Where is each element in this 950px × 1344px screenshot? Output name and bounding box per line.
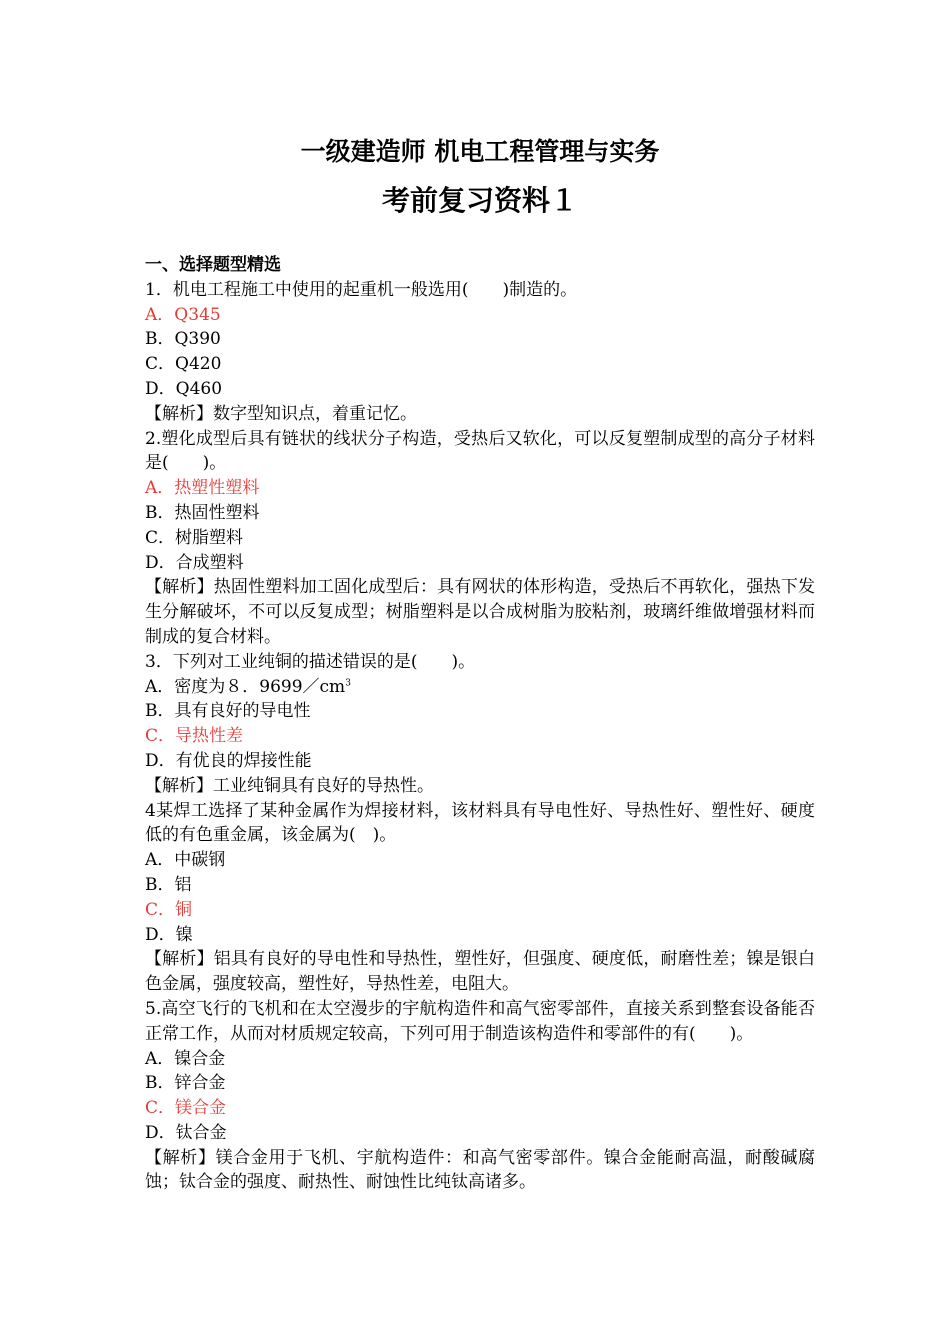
question-1-stem: 1．机电工程施工中使用的起重机一般选用( )制造的。 (145, 279, 578, 300)
question-5-analysis: 【解析】镁合金用于飞机、宇航构造件：和高气密零部件。镍合金能耐高温，耐酸碱腐蚀；钛合金的强度、耐热性、耐蚀性比纯钛高诸多。 (145, 1147, 815, 1193)
section-heading: 一、选择题型精选 (145, 255, 281, 275)
question-2-option-c: C．树脂塑料 (145, 527, 244, 548)
question-3-option-c: C．导热性差 (145, 726, 244, 747)
question-3-stem: 3．下列对工业纯铜的描述错误的是( )。 (145, 651, 476, 672)
question-3-option-d: D．有优良的焊接性能 (145, 750, 312, 771)
question-3 (145, 650, 815, 799)
question-3-option-b: B．具有良好的导电性 (145, 701, 311, 722)
question-2-option-a: A．热塑性塑料 (145, 478, 260, 499)
question-4-analysis: 【解析】铝具有良好的导电性和导热性，塑性好，但强度、硬度低，耐磨性差；镍是银白色金属，强度较高，塑性好，导热性差，电阻大。 (145, 949, 815, 995)
question-4 (145, 799, 815, 997)
question-1-option-d: D．Q460 (145, 378, 223, 399)
question-1-option-a: A．Q345 (145, 304, 221, 325)
question-2-option-d: D．合成塑料 (145, 552, 244, 573)
question-3-option-a (145, 675, 815, 700)
question-1-option-c: C．Q420 (145, 354, 222, 375)
question-3-analysis: 【解析】工业纯铜具有良好的导热性。 (145, 775, 434, 796)
question-5-option-d: D．钛合金 (145, 1122, 227, 1143)
question-5-option-a: A．镍合金 (145, 1048, 226, 1069)
document-title: 一级建造师 机电工程管理与实务 (300, 137, 660, 166)
question-5 (145, 997, 815, 1195)
question-2-option-b: B．热固性塑料 (145, 502, 260, 523)
question-4-stem: 4某焊工选择了某种金属作为焊接材料，该材料具有导电性好、导热性好、塑性好、硬度低的有色重金属，该金属为( )。 (145, 800, 815, 846)
question-1-analysis: 【解析】数字型知识点，着重记忆。 (145, 403, 417, 424)
question-1-option-b: B．Q390 (145, 329, 221, 350)
question-3-option-a-text: A．密度为８．9699／cm (145, 676, 346, 697)
question-2-analysis: 【解析】热固性塑料加工固化成型后：具有网状的体形构造，受热后不再软化，强热下发生分解破坏，不可以反复成型；树脂塑料是以合成树脂为胶粘剂，玻璃纤维做增强材料而制成的复合材料。 (145, 577, 815, 647)
question-1 (145, 278, 815, 427)
question-4-option-c: C．铜 (145, 899, 193, 920)
question-4-option-d: D．镍 (145, 924, 193, 945)
document-page (145, 135, 815, 1195)
question-5-stem: 5.高空飞行的飞机和在太空漫步的宇航构造件和高气密零部件，直接关系到整套设备能否正常工作，从而对材质规定较高，下列可用于制造该构造件和零部件的有( )。 (145, 998, 815, 1044)
question-4-option-a: A．中碳钢 (145, 850, 226, 871)
question-2 (145, 427, 815, 650)
question-4-option-b: B．铝 (145, 874, 192, 895)
question-5-option-c: C．镁合金 (145, 1098, 227, 1119)
question-2-stem: 2.塑化成型后具有链状的线状分子构造，受热后又软化，可以反复塑制成型的高分子材料是( )。 (145, 428, 815, 474)
question-5-option-b: B．锌合金 (145, 1073, 226, 1094)
superscript-exponent: 3 (345, 677, 351, 688)
document-subtitle: 考前复习资料１ (381, 184, 578, 217)
